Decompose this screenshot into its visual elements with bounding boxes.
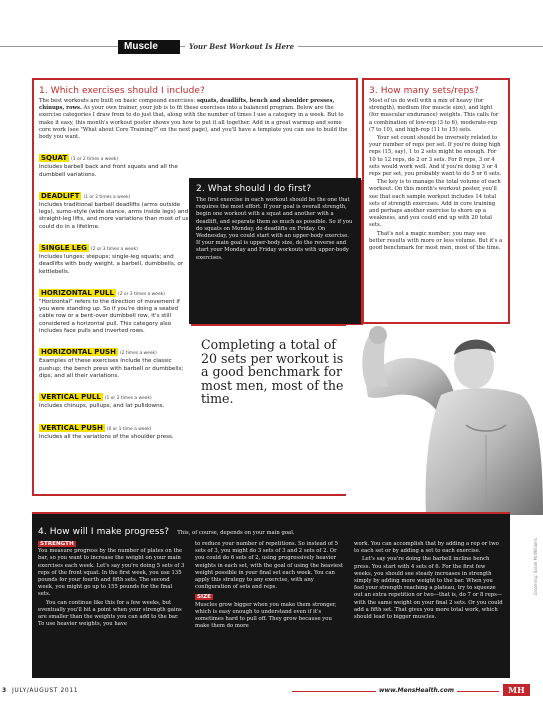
section-tag: Muscle: [118, 40, 180, 54]
box3-paragraph: Most of us do well with a mix of heavy (for strength), medium (for muscle size), and light (for muscular endurance) weights. This calls for a combination of low-rep (3 to 6), moderate-rep (7 to 10), and high-rep (11 to 15) sets.: [369, 98, 499, 133]
category-desc: Includes chinups, pullups, and lat pulldowns.: [39, 403, 165, 410]
box1-intro: [39, 98, 351, 141]
box3-body: [369, 98, 503, 252]
page-footer: [0, 686, 543, 700]
category-desc: Includes lunges; stepups; single-leg squats; and deadlifts with body weight, a barbell, dumbbells, or kettlebells.: [39, 254, 184, 275]
category-item: [39, 339, 189, 380]
category-label: SQUAT: [41, 154, 68, 163]
category-desc: Includes traditional barbell deadlifts (arms outside legs), sumo-style (wide stance, arms inside legs) and straight-leg lifts, and more variations than most of us could do in a lifetime.: [39, 201, 189, 230]
box3-paragraph: The key is to manage the total volume of each workout. On this month's workout poster, you'll see that each sample workout includes 14 total sets of strength exercises. Add in core training and perhaps another exercise to shore up a weakness, and you could end up with 20 total sets.: [369, 179, 501, 229]
mh-logo: MH: [503, 684, 530, 696]
box4-paragraph: You measure progress by the number of plates on the bar, so you want to increase the weight on your main exercises each week. Let's say you're doing 5 sets of 3 reps of the front squat. In the first week, you use 135 pounds for your fourth and fifth sets. The second week, you might go up to 155 pounds for the final sets.: [38, 548, 185, 598]
category-label: HORIZONTAL PUSH: [41, 348, 116, 357]
category-frequency: (2 or 3 times a week): [117, 291, 165, 297]
category-label: HORIZONTAL PULL: [41, 288, 114, 297]
page-header: [0, 40, 543, 54]
box4-lead: This, of course, depends on your main goal.: [177, 530, 295, 536]
box1-intro-pre: The best workouts are built on basic compound exercises:: [39, 98, 197, 104]
category-item: [39, 384, 189, 410]
box2-title: 2. What should I do first?: [196, 184, 312, 194]
category-label: SINGLE LEG: [41, 244, 87, 252]
strength-label: STRENGTH: [40, 541, 74, 547]
category-frequency: (1 or 2 times a week): [71, 157, 119, 163]
box4-title: 4. How will I make progress?: [38, 527, 170, 537]
photo-credit: Grooming: Sarah McWilliams: [533, 538, 538, 596]
category-item: [39, 235, 189, 276]
website-link[interactable]: www.MensHealth.com: [376, 687, 457, 694]
category-item: [39, 280, 189, 335]
category-frequency: (1 or 2 times a week): [83, 194, 131, 200]
box4-paragraph: Let's say you're doing the barbell incline bench press. You start with 4 sets of 6. For the first few weeks, you should see steady increases in strength simply by adding more weight to the bar. When you feel your strength reaching a plateau, try to squeeze out an extra repetition or two—that is, do 7 or 8 reps—with the same weight on your final 2 sets. Or you could add a fifth set. That gives you more total work, which should lead to bigger muscles.: [354, 556, 503, 621]
box4-header: [38, 519, 504, 538]
pull-quote: Completing a total of 20 sets per workout is a good benchmark for most men, most of the time.: [201, 337, 344, 406]
box4-col2: [195, 541, 345, 631]
category-item: [39, 145, 189, 179]
category-item: [39, 183, 189, 231]
category-label: VERTICAL PUSH: [41, 423, 103, 432]
category-desc: "Horizontal" refers to the direction of movement if you were standing up. So if you're doing a seated cable row or a bent-over dumbbell row, it's still considered a horizontal pull. This category also includes face pulls and inverted rows.: [39, 298, 180, 335]
category-desc: Includes all the variations of the shoulder press.: [39, 433, 174, 440]
category-label: DEADLIFT: [41, 191, 80, 200]
box4-paragraph: work. You can accomplish that by adding a rep or two to each set or by adding a set to each exercise.: [354, 541, 499, 555]
category-frequency: (2 or 3 times a week): [90, 247, 138, 252]
box2-body: The first exercise in each workout should be the one that requires the most effort. If your goal is overall strength, begin one workout with a squat and another with a deadlift, and separate them as much as possible. So if you do squats on Monday, do deadlifts on Friday. On Wednesday, you could start with an upper-body exercise. If your main goal is upper-body size, do the reverse and start your Monday and Friday workouts with upper-body exercises.: [196, 197, 353, 261]
category-desc: Includes barbell back and front squats and all the dumbbell variations.: [39, 164, 178, 178]
box4-paragraph: You can continue like this for a few weeks, but eventually you'll hit a point when your strength gains are smaller than the weights you can add to the bar. To use heavier weights, you have: [38, 599, 182, 628]
box4-col1: [38, 541, 186, 631]
size-label: SIZE: [197, 594, 211, 601]
box4-paragraph: Muscles grow bigger when you make them stronger, which is easy enough to understand even if it's sometimes hard to pull off. They grow because you make them do more: [195, 601, 337, 630]
category-label: VERTICAL PULL: [41, 393, 101, 402]
box4-col3: [354, 541, 504, 631]
box1-intro-bold: squats, deadlifts, bench and shoulder presses, chinups, rows.: [39, 98, 335, 112]
box3-paragraph: That's not a magic number; you may see better results with more or less volume. But it's a good benchmark for most men, most of the time.: [369, 230, 503, 252]
flexing-man-photo: [346, 325, 543, 515]
box1-title: 1. Which exercises should I include?: [39, 86, 205, 96]
category-item: [39, 415, 189, 441]
category-list: [39, 145, 189, 441]
page-number: 3: [2, 687, 7, 694]
category-desc: Examples of these exercises include the classic pushup; the bench press with barbell or dumbbells; dips; and all their variations.: [39, 358, 184, 379]
box-make-progress: [32, 512, 510, 678]
box1-intro-post: As your own trainer, your job is to fit these exercises into a balanced program. Below are the exercise categories I draw from to do just that, along with the number of times I use a category in a week. But to make it easy, this month's workout poster shows you how to put it all together. Add in a great warmup and some core work (see "What about Core Training?" on the next page), and you'll have a template you can use to build the body you want.: [39, 105, 348, 141]
box-what-first: [189, 178, 361, 324]
box3-paragraph: Your set count should be inversely related to your number of reps per set. If you're doing high reps (15, say), 1 to 2 sets might be enough. For 10 to 12 reps, do 2 or 3 sets. For 8 reps, 3 or 4 sets would work well. And if you're doing 3 or 4 reps per set, you probably want to do 5 or 6 sets.: [369, 135, 502, 178]
box4-columns: [38, 541, 504, 631]
category-frequency: (1 or 2 times a week): [104, 396, 152, 402]
box-sets-reps: [362, 78, 510, 324]
issue-date: JULY/AUGUST 2011: [12, 687, 79, 694]
section-subtitle: Your Best Workout Is Here: [185, 42, 298, 51]
category-frequency: (0 or 1 time a week): [106, 426, 152, 432]
category-frequency: (2 times a week): [119, 351, 157, 357]
box3-title: 3. How many sets/reps?: [369, 86, 480, 96]
box4-paragraph: to reduce your number of repetitions. So instead of 5 sets of 3, you might do 3 sets of 3 and 2 sets of 2. Or you could do 6 sets of 2, using progressively heavier weights in each set, with the goal of using the heaviest weight possible in your final set each week. You can apply this strategy to any exercise, with any configuration of sets and reps.: [195, 541, 343, 591]
